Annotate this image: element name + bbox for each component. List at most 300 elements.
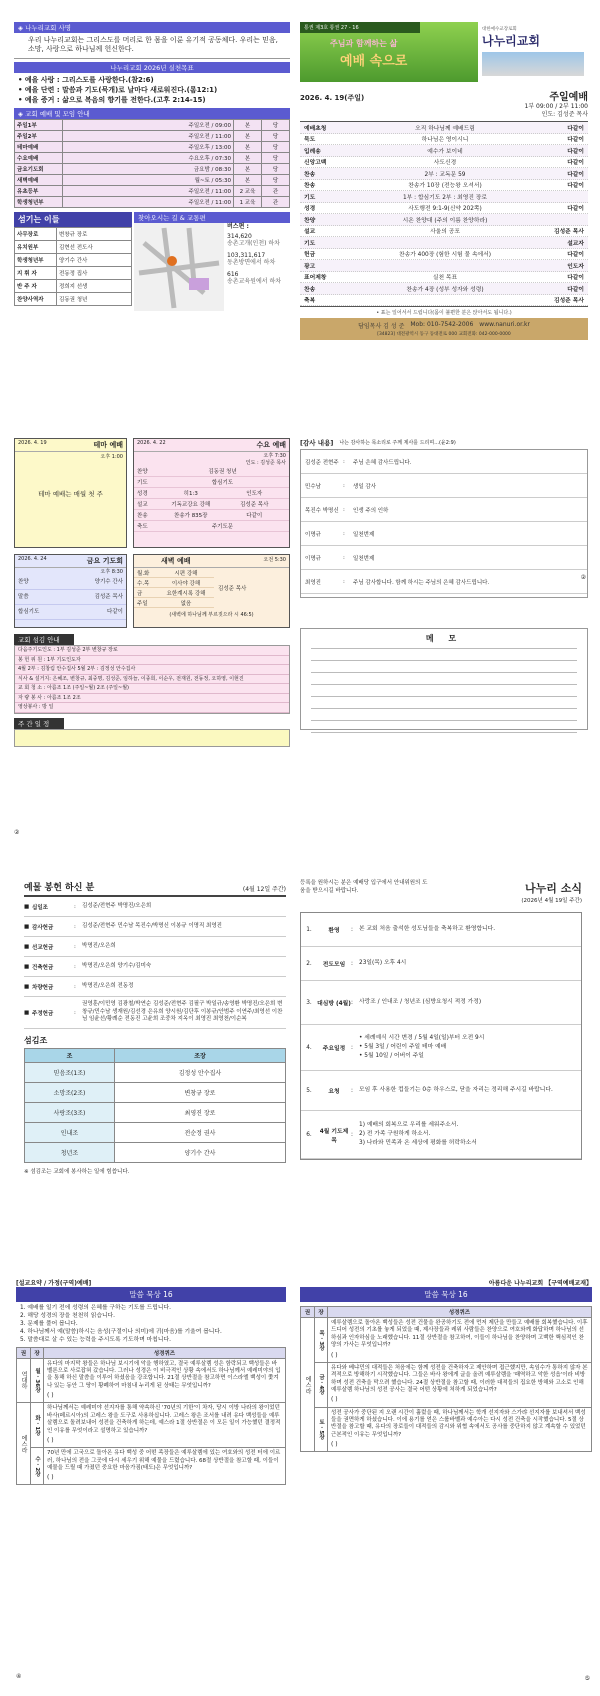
quiz-chapter: 토 · 5장 [315, 1407, 328, 1452]
cell-head: 조장 [115, 1049, 286, 1063]
fri-person: 김성준 목사 [94, 594, 123, 600]
fri-box [14, 554, 127, 628]
bullet-icon: ■ [24, 943, 30, 950]
order-detail: 찬송가 10장 (전능왕 오셔서) [408, 183, 482, 190]
quiz-chapter: 월 · 36장 [31, 1358, 44, 1403]
fri-person: 다같이 [107, 609, 123, 615]
bullet-icon: ■ [24, 983, 30, 990]
page-news [300, 848, 600, 1272]
thanks-subtitle: 나는 감사하는 목소리로 주께 제사를 드리며...(윤2:9) [339, 440, 456, 446]
cell-note: ※ 섬김조는 교회에 봉사하는 일에 힘씁니다. [24, 1169, 130, 1176]
sheet-1 [0, 0, 600, 424]
dawn-topic: 이사야 강해 [171, 581, 201, 587]
dawn-row [134, 568, 214, 578]
schedule-row [15, 197, 290, 208]
offer-names: 권영훈/이민영 김광철/박연순 김성준/전현주 김필구 박일규/송영환 박명진/오은희 변창규/민수남 생재원/김선경 은유희 양시원/김단후 이봉규/안범주 이연주/최영선 이찬님 임윤선/황례순 전동진 고윤희 조중차 지옥이 최영진 최영천/이순복 [82, 1001, 283, 1023]
wed-cell: 김동권 청년 [208, 469, 237, 475]
cell-leader: 변창규 장로 [115, 1083, 286, 1103]
thanks-name: 최영진 [305, 579, 321, 586]
bus-note: 동촌방면에서 하차 [227, 259, 276, 267]
goal-item: • 예을 증거 : 삶으로 복음의 향기를 전한다.(고후 2:14-15) [18, 96, 206, 105]
news-week: (2026년 4월 19일 주간) [521, 898, 582, 904]
cell-group: 믿음조(1조) [25, 1063, 115, 1083]
bus-label: 버스편 : [227, 223, 249, 231]
order-person: 인도자 [567, 263, 584, 270]
schedule-cell: 주일오전 / 11:00 [63, 131, 234, 142]
serve-row: 영상봉사 : 방 일 [15, 703, 289, 713]
order-person: 김성준 목사 [553, 229, 584, 236]
order-detail: 실천 목표 [432, 275, 458, 282]
cell-group: 사랑조(3조) [25, 1103, 115, 1123]
schedule-cell: 월~토 / 05:30 [63, 175, 234, 186]
order-row [300, 237, 588, 249]
fri-time: 오후 8:30 [100, 569, 123, 575]
quiz-book: 역대하 [17, 1358, 31, 1403]
wed-cell: 주기도문 [211, 524, 234, 530]
order-person: 다같이 [567, 171, 584, 178]
cell-title: 섬김조 [24, 1036, 48, 1046]
dawn-row [134, 578, 214, 588]
schedule-cell: 당 [262, 120, 290, 131]
separator: : [74, 963, 76, 970]
theme-body: 테마 예배는 매월 첫 주 [38, 490, 103, 498]
order-row [300, 260, 588, 272]
cell-row [25, 1063, 286, 1083]
quiz-head: 성경퀴즈 [44, 1347, 286, 1358]
order-row [300, 180, 588, 192]
cell-leader: 최영진 장로 [115, 1103, 286, 1123]
order-item: 성경 [304, 206, 316, 213]
order-person: 김성준 목사 [553, 298, 584, 305]
footer-address: [34823] 대전광역시 동구 동대전로 000 교회전화: 042-000-0000 [377, 332, 511, 337]
study-title: 말씀 묵상 16 [16, 1287, 286, 1302]
quiz-cell [44, 1403, 286, 1448]
bullet-icon: ■ [24, 923, 30, 930]
wed-cell: 찬송 [137, 513, 148, 519]
cell-row [25, 1083, 286, 1103]
news-row [301, 913, 581, 947]
fri-item: 말씀 [18, 594, 29, 600]
thanks-name: 김성준 전현주 [305, 459, 339, 466]
page-number: ② [14, 829, 20, 836]
staff-panel [14, 212, 132, 311]
schedule-cell: 주일오전 / 11:00 [63, 186, 234, 197]
dawn-time: 오전 5:30 [263, 557, 286, 563]
news-topic: 요청 [328, 1089, 340, 1095]
news-topic: 주요일정 [322, 1046, 346, 1052]
service-leader: 인도: 김성준 목사 [541, 110, 588, 118]
thanks-title: [감사 내용] [300, 439, 334, 447]
order-item: 기도 [304, 240, 316, 247]
order-detail: 찬송가 4장 (성부 성자와 성령) [406, 286, 484, 293]
separator: : [343, 530, 345, 537]
thanks-text: 일천번제 [353, 531, 375, 538]
schedule-cell: 본 [234, 120, 262, 131]
news-num: 4. [306, 1044, 312, 1051]
offer-names: 박명진/오은희 전동정 [82, 982, 134, 989]
order-detail: 사울의 공포 [430, 229, 460, 236]
thanks-text: 인생 주의 인하 [353, 507, 389, 514]
wed-row [134, 488, 289, 499]
staff-table [14, 227, 132, 306]
thanks-row [301, 450, 587, 474]
cell-head-row [25, 1049, 286, 1063]
order-row [300, 226, 588, 238]
dawn-topic: 시편 강해 [174, 571, 198, 577]
study-step: 1. 예배를 일기 전에 성령의 은혜를 구하는 기도를 드립니다. [20, 1305, 171, 1311]
quiz-head-row [301, 1307, 592, 1318]
staff-title: 섬기는 이들 [14, 212, 132, 227]
answer-blank: ( ) [47, 1474, 54, 1482]
schedule-cell: 본 [234, 131, 262, 142]
wed-cell: 찬양 [137, 469, 148, 475]
fri-row [15, 605, 126, 620]
staff-row [15, 293, 132, 306]
schedule-cell: 1 교육 [234, 197, 262, 208]
bullet-icon: ■ [24, 963, 30, 970]
quiz-question: 유다의 마지막 왕들은 하나님 보시기에 악을 행하였고, 결국 예루살렘 성은 함락되고 백성들은 바벨론으로 사로잡혀 갔습니다. 그러나 성경은 이 비극적인 상황 속에서도 하나님께서 예레미야의 입을 통해 하신 말씀을 이루어 하셨음을 강조합니다. 21절 상반절을 참고하면 이스라엘 백성이 쫓겨나 있는 동안 그 땅이 황폐하여 마침내 누리게 된 상태는 무엇입니까? [47, 1360, 281, 1389]
map-title: 찾아오시는 길 & 교통편 [134, 212, 290, 223]
order-note: • 표는 일어서서 드립니다(몸이 불편한 분은 앉아서도 됩니다.) [376, 310, 512, 316]
cell-row [25, 1103, 286, 1123]
wed-row [134, 499, 289, 510]
order-item: 예배초청 [304, 125, 327, 132]
order-row [300, 145, 588, 157]
quiz-chapter: 수 · 2장 [31, 1448, 44, 1485]
offer-type: 차량헌금 [32, 984, 54, 991]
wed-time: 오후 7:30 [263, 453, 286, 459]
footer-pastor: 담임목사 김 성 준 [358, 323, 405, 330]
wed-row [134, 477, 289, 488]
serve-row: 봉 헌 위 원 : 1부 기도인도자 [15, 656, 289, 666]
quiz-chapter: 금 · 4장 [315, 1362, 328, 1407]
page-cover [300, 0, 600, 424]
dawn-row [134, 598, 214, 608]
answer-blank: ( ) [47, 1392, 54, 1400]
fri-row [15, 590, 126, 605]
fri-item: 찬양 [18, 579, 29, 585]
quiz-chapter: 목 · 3장 [315, 1318, 328, 1363]
quiz-question: 예루살렘으로 돌아온 백성들은 성전 건물을 완공하기도 전에 먼저 제단을 만들고 예배를 회복했습니다. 이후 드디어 성전의 기초를 놓게 되었을 때, 제사장들과 레위 사람들은 찬양으로 여호와께 화답하며 하나님의 선하심과 인자하심을 노래했습니다. 11절 상반절을 참고하여, 이들이 하나님을 찬양하며 고백한 핵심적인 찬양의 가사는 무엇입니까? [331, 1320, 588, 1349]
separator: : [343, 482, 345, 489]
order-person: 다같이 [567, 275, 584, 282]
study-step: 3. 문제를 풀어 봅니다. [20, 1321, 78, 1328]
study-step: 5. 말씀대로 살 수 있는 능력을 주시도록 기도하며 마칩니다. [20, 1337, 171, 1344]
cell-leader: 전순정 권사 [115, 1123, 286, 1143]
news-intro: 등록을 원하시는 분은 예배당 입구에서 안내위원의 도움을 받으시길 바랍니다. [300, 880, 428, 894]
cell-group: 인내조 [25, 1123, 115, 1143]
separator: : [351, 926, 353, 933]
mission-text: 우리 나누리교회는 그리스도를 머리로 한 몸을 이룬 유기적 공동체다. 우리는 믿음, 소망, 사랑으로 하나님께 헌신한다. [14, 33, 290, 59]
order-row [300, 191, 588, 203]
order-item: 찬양 [304, 217, 316, 224]
page-info [0, 0, 300, 424]
staff-name: 김동권 청년 [57, 293, 132, 306]
staff-name: 김현선 전도사 [57, 241, 132, 254]
dawn-title: 새벽 예배 [161, 557, 191, 565]
schedule-row [15, 164, 290, 175]
cover-footer [300, 318, 588, 340]
order-detail: 찬송가 400장 (험한 시험 물 속에서) [399, 252, 491, 259]
news-num: 3. [306, 999, 312, 1006]
separator: : [74, 983, 76, 990]
thanks-row [301, 522, 587, 546]
quiz-table-right [300, 1306, 592, 1452]
wed-cell: 인도자 [246, 491, 263, 497]
study-title: 말씀 묵상 16 [300, 1287, 592, 1302]
offer-type: 선교헌금 [32, 944, 54, 951]
separator: : [343, 554, 345, 561]
schedule-cell: 주일2부 [15, 131, 63, 142]
order-item: 찬송 [304, 286, 316, 293]
page-study-right [300, 1272, 600, 1696]
news-topic: 4월 기도제목 [319, 1128, 349, 1144]
bus-note: 송촌고개(인천) 하차 [227, 240, 280, 248]
wed-cell: 김성준 목사 [240, 502, 269, 508]
dawn-leader: 김성준 목사 [218, 586, 247, 592]
quiz-chapter: 화 · 1장 [31, 1403, 44, 1448]
serve-row: 식사 & 설거지: 은혜조, 변창규, 최중명, 김성준, 임하늘, 이종희, 이순우, 전재원, 전동정, 오하영, 이현진 [15, 675, 289, 685]
fri-title: 금요 기도회 [86, 557, 123, 565]
schedule-cell: 학생청년부 [15, 197, 63, 208]
news-row [301, 1111, 581, 1159]
separator: : [351, 1087, 353, 1094]
thanks-row [301, 570, 587, 594]
dawn-day: 금 [137, 591, 143, 597]
order-item: 신앙고백 [304, 160, 327, 167]
wed-cell: 축도 [137, 524, 148, 530]
thanks-name: 민수남 [305, 483, 321, 490]
cover-banner [300, 22, 588, 82]
wed-cell: 다같이 [246, 513, 263, 519]
schedule-row [15, 131, 290, 142]
order-row [300, 272, 588, 284]
order-item: 묵도 [304, 137, 316, 144]
quiz-question: 유다와 베냐민의 대적들은 처음에는 함께 성전을 건축하자고 제안하며 접근했지만, 속임수가 통하지 않자 본격적으로 방해하기 시작했습니다. 그들은 바사 왕에게 글을 올려 예루살렘을 '패역하고 악한 성읍'이라 비방하며 성전 건축을 막으려 했습니다. 24절 상반절을 참고할 때, 이러한 대적들의 집요한 방해와 고소로 인해 예루살렘 하나님의 성전 공사는 결국 어떤 상황에 처하게 되었습니까? [331, 1364, 588, 1394]
page-services [0, 424, 300, 848]
separator: : [351, 960, 353, 967]
dawn-order [134, 568, 214, 608]
schedule-cell: 수요예배 [15, 153, 63, 164]
page-number: ④ [16, 1673, 22, 1680]
offer-row [24, 937, 286, 957]
order-detail: 시온 찬양대 (주의 이름 찬양하라) [402, 217, 488, 224]
service-times: 1부 09:00 / 2부 11:00 [524, 103, 588, 110]
wed-cell: 기독교강요 강해 [171, 502, 211, 508]
order-person: 다같이 [567, 148, 584, 155]
staff-role: 유치원부 [15, 241, 57, 254]
schedule-cell: 당 [262, 131, 290, 142]
order-detail: 2부 : 교독문 59 [424, 171, 466, 178]
offer-row [24, 957, 286, 977]
offer-row [24, 917, 286, 937]
news-text: 1) 예배의 회복으로 우리를 세워주소서. 2) 전 가족 구원하게 하소서. 3) 나라와 민족과 온 세상에 평화를 허락하소서 [359, 1122, 477, 1146]
order-item: 입례송 [304, 148, 321, 155]
cover-header: 통권 제3호 통권 27 - 16 [300, 22, 420, 33]
news-list [300, 912, 582, 1160]
bullet-icon: ■ [24, 903, 30, 910]
schedule-cell: 본 [234, 142, 262, 153]
schedule-title: ◈ 교회 예배 및 모임 안내 [14, 108, 290, 119]
order-row [300, 134, 588, 146]
news-num: 5. [306, 1087, 312, 1094]
news-row [301, 1071, 581, 1111]
order-item: 헌금 [304, 252, 316, 259]
weekly-box [14, 729, 290, 747]
serve-row: 4월 2부 : 김창림 안수집사 5월 2부 : 김정성 안수집사 [15, 665, 289, 675]
schedule-cell: 새벽예배 [15, 175, 63, 186]
wed-cell: 찬송가 835장 [174, 513, 208, 519]
quiz-row [301, 1362, 592, 1407]
separator: : [351, 999, 353, 1006]
quiz-head: 장 [31, 1347, 44, 1358]
cell-table [24, 1048, 286, 1163]
schedule-cell: 주일오전 / 09:00 [63, 120, 234, 131]
quiz-table-left [16, 1347, 286, 1486]
fri-item: 합심기도 [18, 609, 40, 615]
schedule-cell: 본 [234, 153, 262, 164]
order-row [300, 157, 588, 169]
order-person: 다같이 [567, 183, 584, 190]
order-detail: 사도신경 [433, 160, 457, 167]
staff-row [15, 280, 132, 293]
wed-cell: 설교 [137, 502, 148, 508]
thanks-name: 이명규 [305, 555, 321, 562]
study-step: 4. 하나님께서 예(말씀)하시는 음성(구절이나 의미)에 귀(마음)를 기울여 봅니다. [20, 1329, 222, 1336]
news-text: 모임 후 사용한 컵들기는 0층 하우스로, 닫을 자리는 정리해 주시길 바랍니다. [359, 1087, 553, 1094]
dawn-day: 월.화 [137, 571, 150, 577]
schedule-cell: 당 [262, 175, 290, 186]
schedule-cell: 유초등부 [15, 186, 63, 197]
order-item: 기도 [304, 194, 316, 201]
separator: : [74, 903, 76, 910]
order-row [300, 214, 588, 226]
footer-web[interactable]: www.nanuri.or.kr [479, 321, 530, 328]
dawn-verse: (새벽에 하나님께 부르짖으라 시 46:5) [169, 612, 254, 618]
order-row [300, 203, 588, 215]
schedule-row [15, 186, 290, 197]
quiz-cell [328, 1362, 592, 1407]
news-row [301, 947, 581, 981]
schedule-cell: 금요밤 / 08:30 [63, 164, 234, 175]
theme-time: 오후 1:00 [100, 454, 123, 460]
answer-blank: ( ) [331, 1396, 338, 1404]
offer-names: 박명진/오은희 [82, 942, 116, 949]
order-detail: 1부 : 합심기도 2부 : 최영진 장로 [403, 194, 487, 201]
order-person: 다같이 [567, 252, 584, 259]
wed-box [133, 438, 290, 548]
page-offering [0, 848, 300, 1272]
wed-leader: 인도 : 김성준 목사 [245, 460, 286, 466]
schedule-cell: 당 [262, 164, 290, 175]
schedule-cell: 주일오전 / 11:00 [63, 197, 234, 208]
bullet-icon: ■ [24, 1009, 30, 1016]
order-item: 광고 [304, 263, 316, 270]
news-topic: 환영 [328, 928, 340, 934]
schedule-cell: 당 [262, 153, 290, 164]
order-person: 다같이 [567, 286, 584, 293]
order-list [300, 121, 588, 307]
offer-row [24, 897, 286, 917]
service-date: 2026. 4. 19(주일) [300, 94, 365, 102]
dawn-day: 수.목 [137, 581, 150, 587]
schedule-row [15, 120, 290, 131]
order-item: 표어제창 [304, 275, 327, 282]
memo-title: 메 모 [425, 634, 463, 643]
study-step: 2. 해당 성경의 장을 천천히 읽습니다. [20, 1313, 115, 1320]
wed-row [134, 510, 289, 521]
schedule-cell: 관 [262, 197, 290, 208]
serve-title: 교회 섬김 안내 [14, 634, 74, 645]
news-num: 1. [306, 926, 312, 933]
schedule-cell: 본 [234, 164, 262, 175]
schedule-cell: 주일1부 [15, 120, 63, 131]
page-study-left [0, 1272, 300, 1696]
offer-type: 십일조 [32, 904, 48, 911]
order-person: 다같이 [567, 137, 584, 144]
page-number: ② [580, 574, 586, 581]
dawn-box [133, 554, 290, 628]
order-detail: 하나님은 영이시니 [421, 137, 469, 144]
quiz-question: 성전 공사가 중단된 지 오랜 시간이 흘렀을 때, 하나님께서는 학개 선지자와 스가랴 선지자를 보내셔서 백성들을 권면하게 하셨습니다. 이에 용기를 얻은 스룹바벨과 예수아는 다시 성전 건축을 시작했습니다. 5절 상반절을 참고할 때, 유다의 장로들이 대적들의 감시와 위협 속에서도 공사를 중단하지 않고 계속할 수 있었던 근본적인 이유는 무엇입니까? [331, 1409, 586, 1438]
order-person: 다같이 [567, 206, 584, 213]
bus-line: 314,620 [227, 232, 252, 240]
cell-row [25, 1143, 286, 1163]
goal-item: • 예을 단련 : 말씀과 기도(묵개)로 날마다 새로워진다.(롬12:1) [18, 86, 218, 95]
offer-type: 건축헌금 [32, 964, 54, 971]
answer-blank: ( ) [331, 1441, 338, 1449]
fri-date: 2026. 4. 24 [18, 556, 47, 562]
schedule-cell: 본 [234, 175, 262, 186]
bus-note: 송촌교육원에서 하차 [227, 278, 282, 286]
offer-title: 예물 봉헌 하신 분 [24, 883, 95, 893]
schedule-cell: 테마예배 [15, 142, 63, 153]
theme-date: 2026. 4. 19 [18, 440, 47, 446]
news-title: 나누리 소식 [525, 882, 582, 895]
study-header-left: [설교요약 / 가정(구역)예배] [16, 1280, 92, 1287]
church-sub: 대한예수교장로회 [482, 27, 517, 32]
thanks-row [301, 498, 587, 522]
quiz-book: 에스라 [301, 1318, 315, 1452]
schedule-cell: 주일오후 / 13:00 [63, 142, 234, 153]
quiz-question: 하나님께서는 예레미야 선지자를 통해 약속하신 '70년의 기한'이 차자, 당시 이방 나라의 왕이었던 바사(페르시아)의 고레스 왕을 도구로 사용하십니다. 고레스 왕은 조서를 내려 유다 백성들을 예루살렘으로 돌려보내어 성전을 건축하게 하는데, 예스라 1절 상반절은 이 모든 일이 가능했던 결정적인 이유를 무엇이라고 설명하고 있습니까? [47, 1405, 281, 1434]
staff-name: 변창규 장로 [57, 228, 132, 241]
offer-row [24, 977, 286, 997]
service-title: 주일예배 [549, 92, 588, 103]
offer-names: 김성준/전현주 박명진/오은희 [82, 902, 152, 909]
schedule-row [15, 153, 290, 164]
theme-box [14, 438, 127, 548]
fri-order [15, 575, 126, 620]
order-row [300, 168, 588, 180]
offer-type: 감사헌금 [32, 924, 54, 931]
staff-name: 전동정 집사 [57, 267, 132, 280]
goal-item: • 예을 사랑 : 그리스도를 사랑한다.(참2:6) [18, 76, 154, 85]
separator: : [343, 578, 345, 585]
thanks-list [300, 450, 588, 598]
order-person: 다같이 [567, 125, 584, 132]
dawn-topic: 없음 [180, 601, 192, 607]
quiz-head: 장 [315, 1307, 328, 1318]
goal-title: 나누리교회 2026년 실천목표 [14, 62, 290, 73]
wed-cell: 기도 [137, 480, 148, 486]
schedule-cell: 금요기도회 [15, 164, 63, 175]
staff-name: 정희지 선생 [57, 280, 132, 293]
staff-role: 사무장로 [15, 228, 57, 241]
memo-box [300, 628, 588, 730]
staff-role: 지 휘 자 [15, 267, 57, 280]
wed-cell: 성경 [137, 491, 148, 497]
